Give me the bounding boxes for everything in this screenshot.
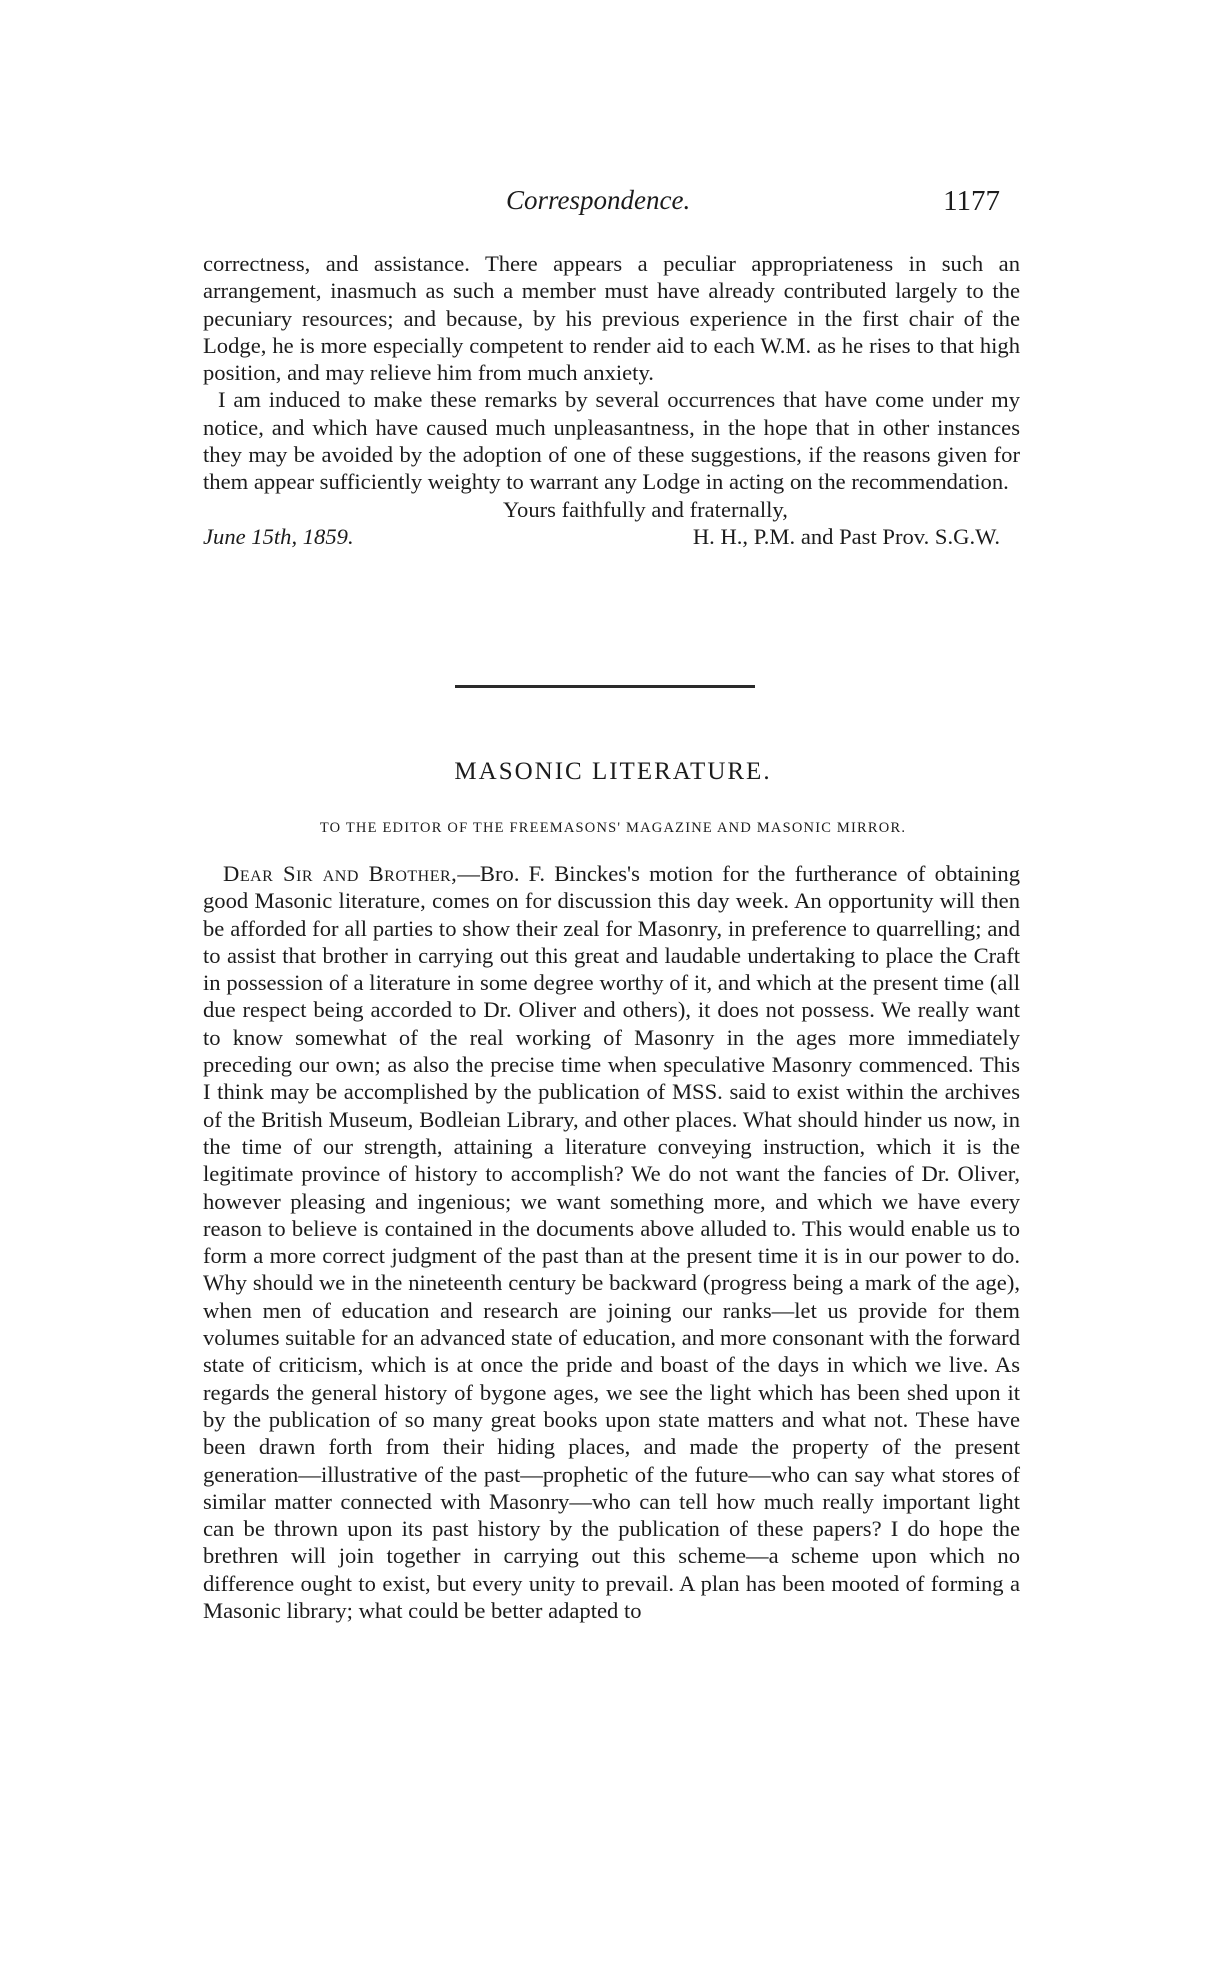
article-addressee: TO THE EDITOR OF THE FREEMASONS' MAGAZINE AND MASONIC MIRROR. bbox=[319, 820, 907, 836]
letter-paragraph-1: correctness, and assistance. There appears a peculiar appropriateness in such an arrangement, inasmuch as such a member must have already contributed largely to the pecuniary resources; and because, by his previous experience in the first chair of the Lodge, he is more especially competent to render aid to each W.M. as he rises to that high position, and may relieve him from much anxiety. bbox=[203, 251, 1020, 386]
article-body-text: —Bro. F. Binckes's motion for the furtherance of obtaining good Masonic literature, comes on for discussion this day week. An opportunity will then be afforded for all parties to show their zeal for Masonry, in preference to quarrelling; and to assist that brother in carrying out this great and laudable undertaking to place the Craft in possession of a literature in some degree worthy of it, and which at the present time (all due respect being accorded to Dr. Oliver and others), it does not possess. We really want to know somewhat of the real working of Masonry in the ages more immediately preceding our own; as also the precise time when speculative Masonry commenced. This I think may be accomplished by the publication of MSS. said to exist within the archives of the British Museum, Bodleian Library, and other places. What should hinder us now, in the time of our strength, attaining a literature conveying instruction, which it is the legitimate province of history to accomplish? We do not want the fancies of Dr. Oliver, however pleasing and ingenious; we want something more, and which we have every reason to believe is contained in the documents above alluded to. This would enable us to form a more correct judgment of the past than at the present time it is in our power to do. Why should we in the nineteenth century be backward (progress being a mark of the age), when men of education and research are joining our ranks—let us provide for them volumes suitable for an advanced state of education, and more consonant with the forward state of criticism, which is at once the pride and boast of the days in which we live. As regards the general history of bygone ages, we see the light which has been shed upon it by the publication of so many great books upon state matters and what not. These have been drawn forth from their hiding places, and made the property of the present generation—illustrative of the past—prophetic of the future—who can say what stores of similar matter connected with Masonry—who can tell how much really important light can be thrown upon its past history by the publication of these papers? I do hope the brethren will join together in carrying out this scheme—a scheme upon which no difference ought to exist, but every unity to prevail. A plan has been mooted of forming a Masonic library; what could be better adapted to bbox=[203, 861, 1020, 1624]
article-salutation: Dear Sir and Brother, bbox=[223, 861, 458, 886]
letter-date: June 15th, 1859. bbox=[203, 523, 354, 549]
article-body bbox=[203, 860, 1020, 1624]
letter-closing: Yours faithfully and fraternally, bbox=[503, 496, 788, 522]
signature-line bbox=[203, 523, 1020, 550]
section-divider bbox=[455, 685, 755, 688]
letter-signature: H. H., P.M. and Past Prov. S.G.W. bbox=[692, 523, 1000, 549]
section-title: Correspondence. bbox=[506, 185, 691, 215]
letter-paragraph-2: I am induced to make these remarks by several occurrences that have come under my notice, and which have caused much unpleasantness, in the hope that in other instances they may be avoided by the adoption of one of these suggestions, if the reasons given for them appear sufficiently weighty to warrant any Lodge in acting on the recommendation. bbox=[203, 387, 1020, 495]
article-title: MASONIC LITERATURE. bbox=[454, 758, 772, 785]
running-header bbox=[200, 185, 1000, 225]
letter-continuation bbox=[203, 250, 1020, 550]
page-number: 1177 bbox=[943, 185, 1000, 217]
article-paragraph bbox=[203, 860, 1020, 1624]
